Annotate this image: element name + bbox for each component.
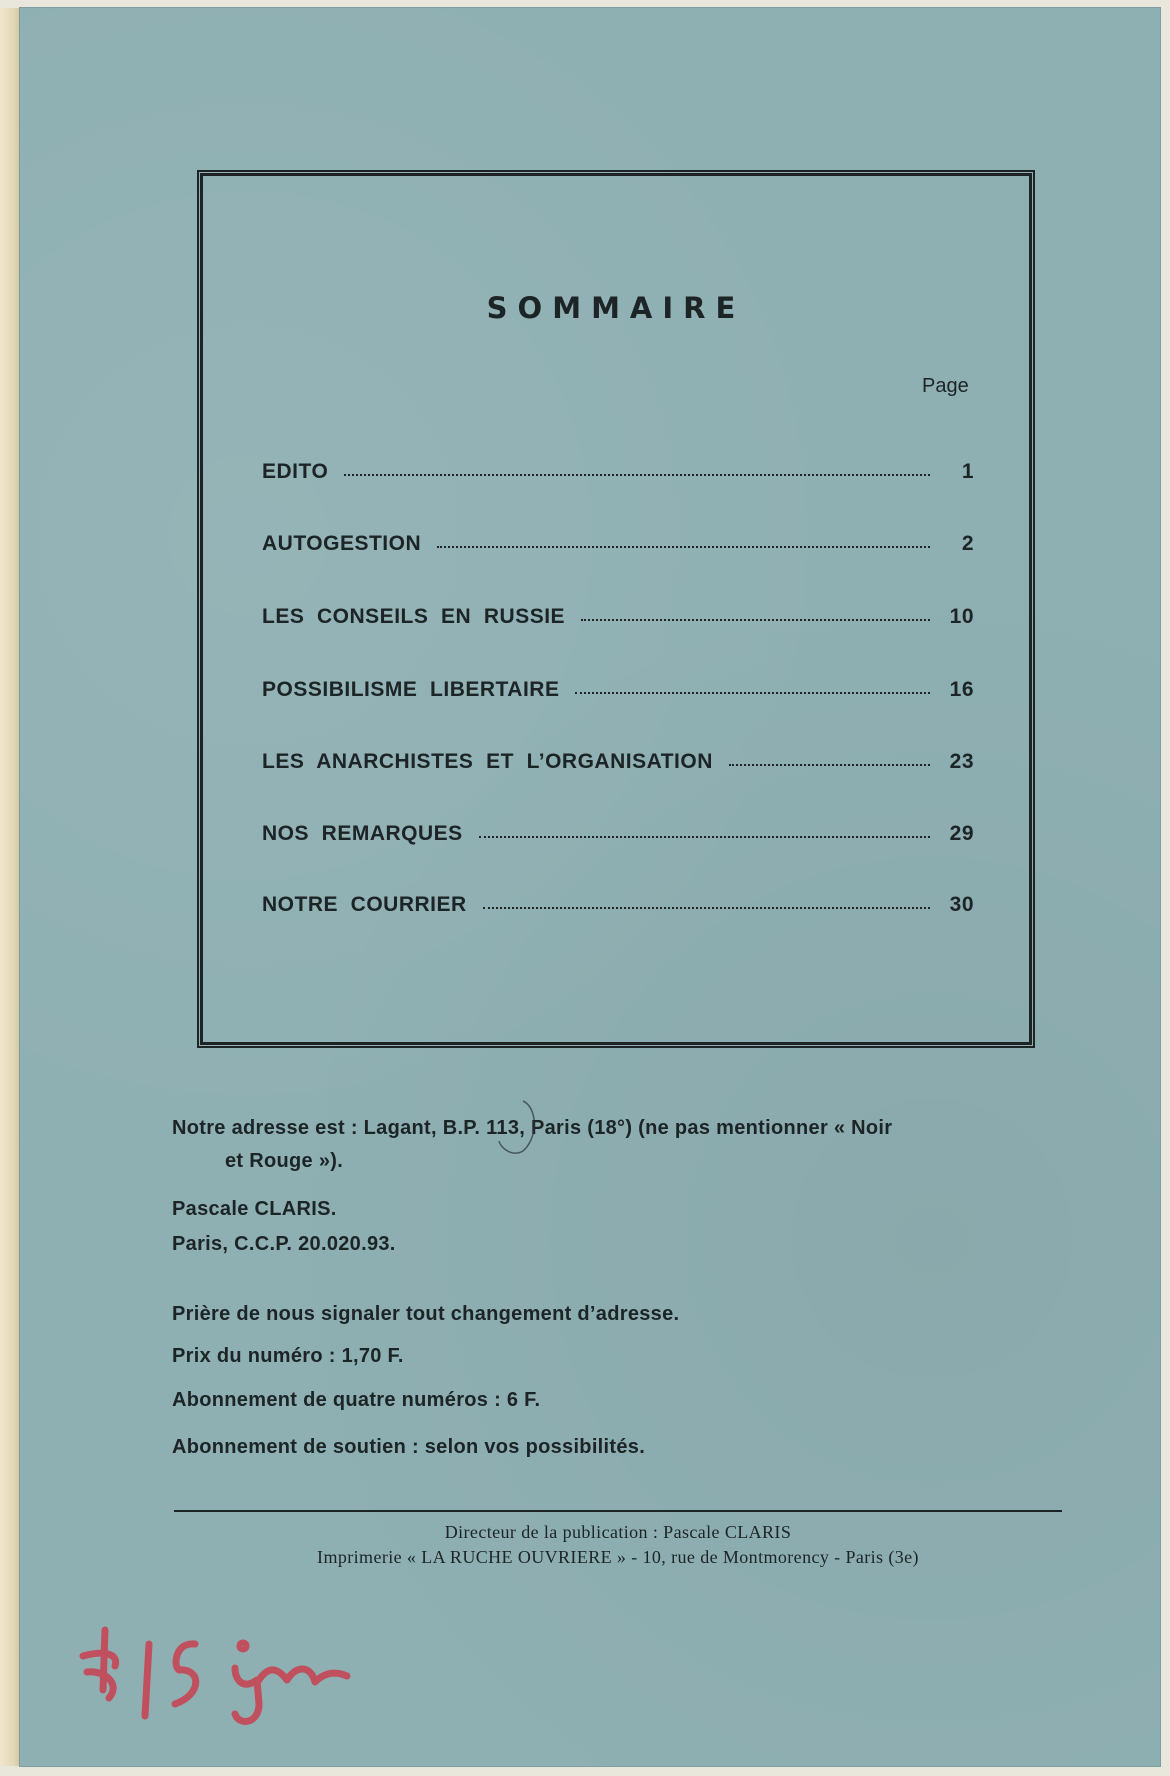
booklet-spine	[0, 8, 22, 1766]
toc-entry-label: LES ANARCHISTES ET L’ORGANISATION	[262, 750, 713, 773]
toc-entry-page: 10	[949, 605, 974, 628]
toc-entry-page: 23	[949, 750, 974, 773]
toc-title: SOMMAIRE	[486, 291, 746, 325]
handwritten-annotation	[75, 1620, 375, 1730]
toc-entry	[262, 532, 974, 562]
ink-stamp-mark	[493, 1097, 543, 1157]
postal-account: Paris, C.C.P. 20.020.93.	[172, 1233, 396, 1255]
toc-entry-page: 29	[949, 822, 974, 845]
toc-entry-label: NOS REMARQUES	[262, 822, 463, 845]
issue-price: Prix du numéro : 1,70 F.	[172, 1345, 404, 1367]
toc-entry-page: 2	[961, 532, 974, 555]
toc-entry-label: EDITO	[262, 460, 329, 483]
dot-leader	[479, 835, 930, 838]
dot-leader	[437, 545, 930, 548]
toc-entry	[262, 822, 974, 852]
toc-entry	[262, 678, 974, 708]
back-cover-page	[20, 8, 1160, 1766]
toc-entry	[262, 460, 974, 490]
dot-leader	[581, 618, 930, 621]
toc-entry-label: LES CONSEILS EN RUSSIE	[262, 605, 566, 628]
toc-entry-label: POSSIBILISME LIBERTAIRE	[262, 678, 560, 701]
dot-leader	[344, 473, 930, 476]
contact-name: Pascale CLARIS.	[172, 1198, 337, 1220]
printer-credit: Imprimerie « LA RUCHE OUVRIERE » - 10, rue de Montmorency - Paris (3e)	[317, 1547, 919, 1567]
dot-leader	[483, 906, 930, 909]
address-line: Notre adresse est : Lagant, B.P. 113, Paris (18°) (ne pas mentionner « Noir	[172, 1117, 893, 1139]
toc-entry	[262, 605, 974, 635]
subscription-price: Abonnement de quatre numéros : 6 F.	[172, 1389, 541, 1411]
support-subscription: Abonnement de soutien : selon vos possibilités.	[172, 1436, 646, 1458]
dot-leader	[575, 691, 930, 694]
toc-entry-page: 16	[949, 678, 974, 701]
toc-entry-page: 1	[961, 460, 974, 483]
toc-entry-label: NOTRE COURRIER	[262, 893, 467, 916]
dot-leader	[729, 763, 930, 766]
toc-page-column-label: Page	[922, 375, 969, 397]
address-change-notice: Prière de nous signaler tout changement d’adresse.	[172, 1303, 680, 1325]
toc-entry-page: 30	[949, 893, 974, 916]
toc-entry-label: AUTOGESTION	[262, 532, 422, 555]
toc-entry	[262, 893, 974, 923]
footer-divider	[174, 1510, 1062, 1512]
table-of-contents-box	[197, 170, 1035, 1048]
address-line-continued: et Rouge »).	[225, 1150, 344, 1172]
toc-entry	[262, 750, 974, 780]
publication-director: Directeur de la publication : Pascale CLARIS	[444, 1522, 792, 1542]
